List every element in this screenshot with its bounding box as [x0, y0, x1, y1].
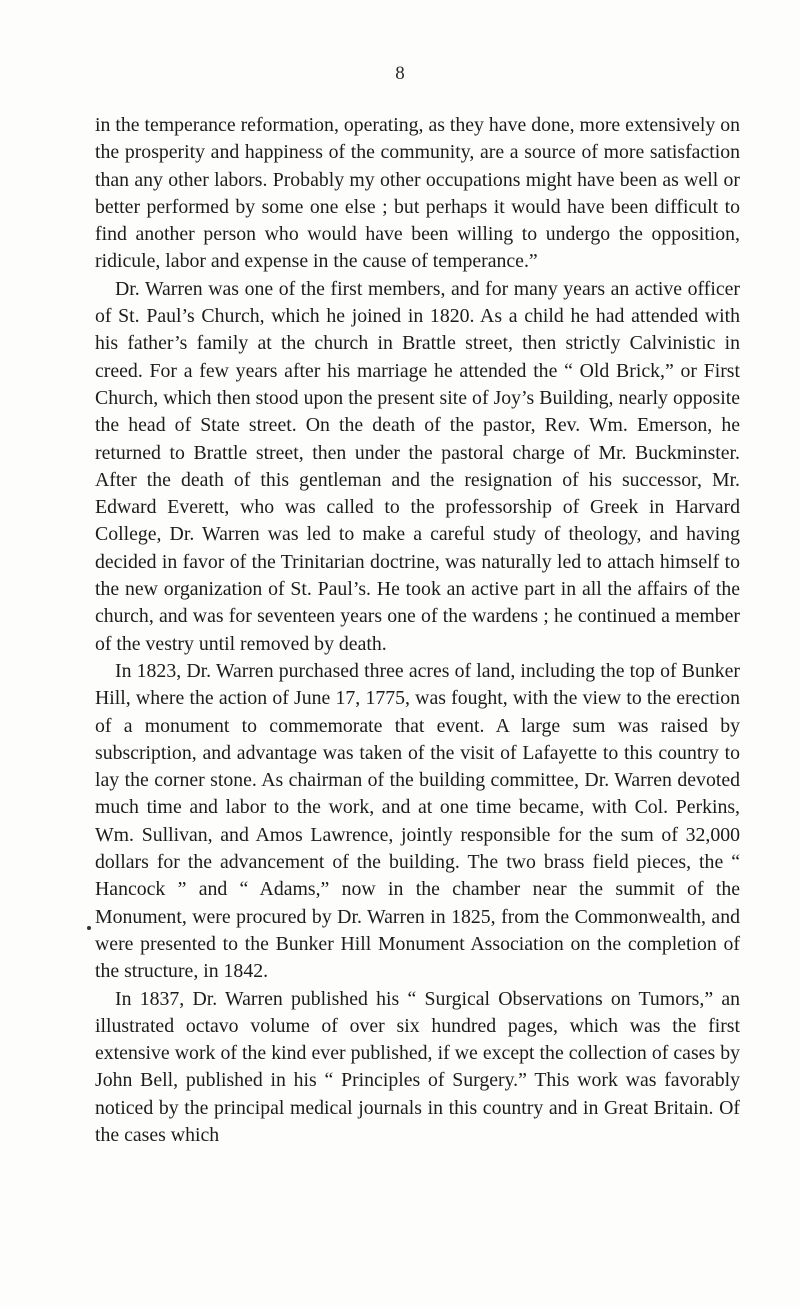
paragraph-surgical-observations: In 1837, Dr. Warren published his “ Surgical Observations on Tumors,” an illustrated octavo volume of over six hundred pages, which was the first extensive work of the kind ever published, if we except the collection of cases by John Bell, published in his “ Principles of Surgery.” This work was favorably noticed by the principal medical journals in this country and in Great Britain. Of the cases which: [95, 987, 740, 1146]
paragraph-temperance-continuation: in the temperance reformation, operating, as they have done, more extensively on the prosperity and happiness of the community, are a source of more satisfaction than any other labors. Probably my other occupations might have been as well or better performed by some one else ; but perhaps it would have been difficult to find another person who would have been willing to undergo the opposition, ridicule, labor and expense in the cause of temperance.”: [95, 114, 740, 273]
paragraph-bunker-hill: In 1823, Dr. Warren purchased three acres of land, including the top of Bunker Hill, where the action of June 17, 1775, was fought, with the view to the erection of a monument to commemorate that event. A large sum was raised by subscription, and advantage was taken of the visit of Lafayette to this country to lay the corner stone. As chairman of the building committee, Dr. Warren devoted much time and labor to the work, and at one time became, with Col. Perkins, Wm. Sullivan, and Amos Lawrence, jointly responsible for the sum of 32,000 dollars for the advancement of the building. The two brass field pieces, the “ Hancock ” and “ Adams,” now in the chamber near the summit of the Monument, were procured by Dr. Warren in 1825, from the Commonwealth, and were presented to the Bunker Hill Monument Association on the completion of the structure, in 1842.: [95, 659, 740, 983]
margin-ink-dot: [87, 926, 91, 930]
paragraph-st-pauls-church: Dr. Warren was one of the first members, and for many years an active officer of St. Paul’s Church, which he joined in 1820. As a child he had attended with his father’s family at the church in Brattle street, then strictly Calvinistic in creed. For a few years after his marriage he attended the “ Old Brick,” or First Church, which then stood upon the present site of Joy’s Building, nearly opposite the head of State street. On the death of the pastor, Rev. Wm. Emerson, he returned to Brattle street, then under the pastoral charge of Mr. Buckminster. After the death of this gentleman and the resignation of his successor, Mr. Edward Everett, who was called to the professorship of Greek in Harvard College, Dr. Warren was led to make a careful study of theology, and having decided in favor of the Trinitarian doctrine, was naturally led to attach himself to the new organization of St. Paul’s. He took an active part in all the affairs of the church, and was for seventeen years one of the wardens ; he continued a member of the vestry until removed by death.: [95, 277, 740, 655]
page-number: 8: [395, 63, 405, 84]
body-text: [95, 112, 740, 1149]
